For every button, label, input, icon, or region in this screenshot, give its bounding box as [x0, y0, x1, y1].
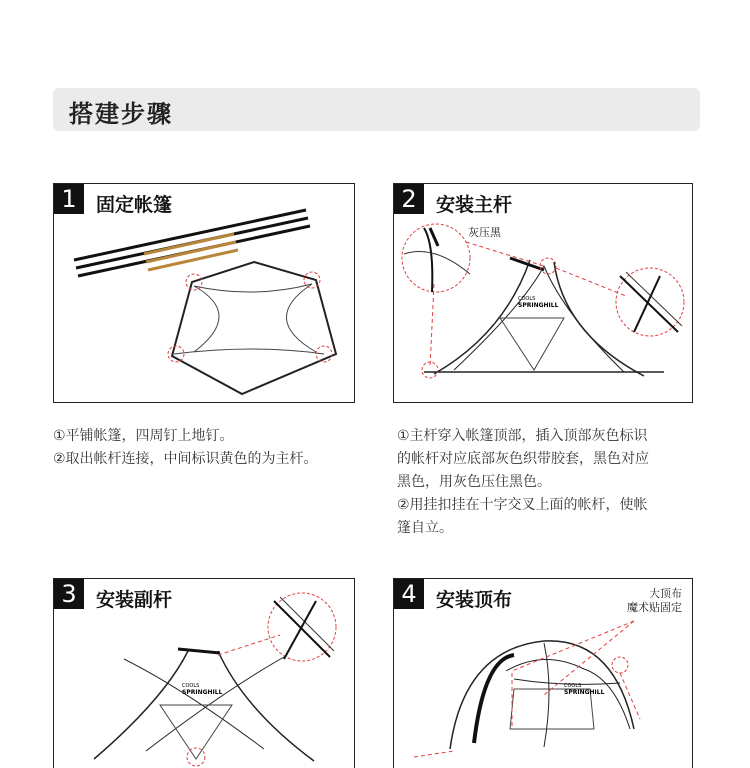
description-line: ②用挂扣挂在十字交叉上面的帐杆，使帐 — [397, 497, 648, 513]
cover-note — [627, 587, 682, 615]
description-line: ①平铺帐篷，四周钉上地钉。 — [53, 428, 234, 444]
step-2-description — [397, 425, 697, 540]
step-title: 安装副杆 — [96, 589, 173, 611]
step-3-panel — [53, 578, 355, 768]
brand-line2: SPRINGHILL — [518, 302, 559, 309]
step-1-description — [53, 425, 363, 471]
step-number: 1 — [54, 184, 84, 214]
step-number: 3 — [54, 579, 84, 609]
step-4-panel — [393, 578, 693, 768]
brand-line2: SPRINGHILL — [182, 689, 223, 696]
brand-line1: COOLS — [182, 683, 200, 689]
description-line: 黑色，用灰色压住黑色。 — [397, 474, 551, 490]
section-title: 搭建步骤 — [69, 100, 173, 128]
step-title: 安装顶布 — [436, 589, 513, 611]
step-title: 固定帐篷 — [96, 194, 173, 216]
pole-note: 灰压黑 — [468, 226, 501, 239]
step-title: 安装主杆 — [436, 194, 513, 216]
brand-line1: COOLS — [564, 683, 582, 689]
cover-note-line: 魔术贴固定 — [627, 601, 682, 614]
section-header — [53, 88, 700, 131]
step-2-panel — [393, 183, 693, 403]
step-number: 4 — [394, 579, 424, 609]
description-line: 篷自立。 — [397, 520, 453, 536]
description-line: ②取出帐杆连接，中间标识黄色的为主杆。 — [53, 451, 318, 467]
step-number: 2 — [394, 184, 424, 214]
brand-line2: SPRINGHILL — [564, 689, 605, 696]
step-1-panel — [53, 183, 355, 403]
description-line: ①主杆穿入帐篷顶部，插入顶部灰色标识 — [397, 428, 648, 444]
cover-note-line: 大顶布 — [649, 587, 682, 600]
brand-line1: COOLS — [518, 296, 536, 302]
description-line: 的帐杆对应底部灰色织带胶套，黑色对应 — [397, 451, 649, 467]
